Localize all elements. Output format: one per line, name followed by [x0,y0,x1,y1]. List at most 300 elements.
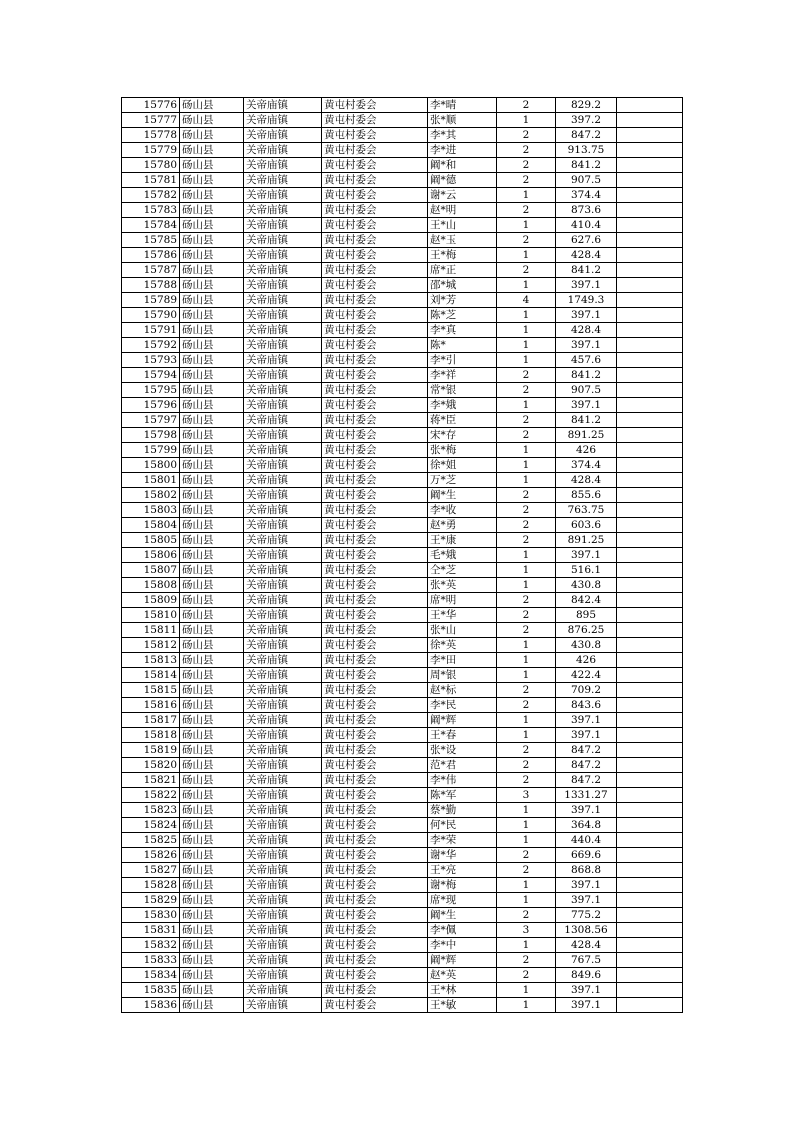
table-row [122,848,683,863]
town-cell: 关帝庙镇 [244,893,322,908]
table-row [122,623,683,638]
name-cell: 李*祥 [428,368,497,383]
county-cell: 砀山县 [180,368,244,383]
household-count-cell: 1 [497,728,556,743]
county-cell: 砀山县 [180,173,244,188]
table-row [122,428,683,443]
town-cell: 关帝庙镇 [244,533,322,548]
county-cell: 砀山县 [180,398,244,413]
name-cell: 张*英 [428,578,497,593]
county-cell: 砀山县 [180,938,244,953]
name-cell: 谢*华 [428,848,497,863]
name-cell: 李*晴 [428,98,497,113]
name-cell: 徐*姐 [428,458,497,473]
table-row [122,638,683,653]
table-row [122,263,683,278]
amount-cell: 847.2 [556,128,617,143]
table-row [122,113,683,128]
county-cell: 砀山县 [180,848,244,863]
table-row [122,353,683,368]
county-cell: 砀山县 [180,968,244,983]
town-cell: 关帝庙镇 [244,623,322,638]
household-count-cell: 1 [497,338,556,353]
note-cell [617,503,683,518]
town-cell: 关帝庙镇 [244,398,322,413]
village-cell: 黄屯村委会 [322,128,428,143]
note-cell [617,773,683,788]
row-number: 15829 [122,893,180,908]
amount-cell: 374.4 [556,188,617,203]
town-cell: 关帝庙镇 [244,968,322,983]
town-cell: 关帝庙镇 [244,563,322,578]
village-cell: 黄屯村委会 [322,833,428,848]
amount-cell: 847.2 [556,773,617,788]
row-number: 15812 [122,638,180,653]
table-row [122,758,683,773]
row-number: 15792 [122,338,180,353]
name-cell: 张*梅 [428,443,497,458]
village-cell: 黄屯村委会 [322,653,428,668]
table-row [122,668,683,683]
row-number: 15779 [122,143,180,158]
amount-cell: 397.1 [556,713,617,728]
name-cell: 万*芝 [428,473,497,488]
village-cell: 黄屯村委会 [322,593,428,608]
county-cell: 砀山县 [180,713,244,728]
amount-cell: 891.25 [556,533,617,548]
county-cell: 砀山县 [180,593,244,608]
town-cell: 关帝庙镇 [244,428,322,443]
household-count-cell: 2 [497,518,556,533]
amount-cell: 891.25 [556,428,617,443]
row-number: 15835 [122,983,180,998]
county-cell: 砀山县 [180,413,244,428]
village-cell: 黄屯村委会 [322,323,428,338]
amount-cell: 428.4 [556,473,617,488]
household-count-cell: 2 [497,203,556,218]
name-cell: 仝*芝 [428,563,497,578]
note-cell [617,173,683,188]
table-row [122,473,683,488]
county-cell: 砀山县 [180,698,244,713]
name-cell: 赵*勇 [428,518,497,533]
amount-cell: 397.1 [556,893,617,908]
amount-cell: 873.6 [556,203,617,218]
village-cell: 黄屯村委会 [322,863,428,878]
note-cell [617,743,683,758]
table-row [122,998,683,1013]
household-count-cell: 1 [497,353,556,368]
town-cell: 关帝庙镇 [244,653,322,668]
county-cell: 砀山县 [180,803,244,818]
table-row [122,158,683,173]
household-count-cell: 1 [497,398,556,413]
amount-cell: 428.4 [556,248,617,263]
row-number: 15804 [122,518,180,533]
village-cell: 黄屯村委会 [322,788,428,803]
note-cell [617,728,683,743]
county-cell: 砀山县 [180,563,244,578]
amount-cell: 516.1 [556,563,617,578]
county-cell: 砀山县 [180,353,244,368]
county-cell: 砀山县 [180,683,244,698]
amount-cell: 440.4 [556,833,617,848]
note-cell [617,533,683,548]
note-cell [617,788,683,803]
table-row [122,488,683,503]
note-cell [617,278,683,293]
household-count-cell: 1 [497,713,556,728]
county-cell: 砀山县 [180,533,244,548]
name-cell: 席*明 [428,593,497,608]
name-cell: 周*银 [428,668,497,683]
note-cell [617,698,683,713]
town-cell: 关帝庙镇 [244,233,322,248]
table-row [122,983,683,998]
household-count-cell: 2 [497,158,556,173]
household-count-cell: 2 [497,698,556,713]
table-row [122,878,683,893]
name-cell: 王*林 [428,983,497,998]
table-row [122,728,683,743]
village-cell: 黄屯村委会 [322,908,428,923]
county-cell: 砀山县 [180,443,244,458]
note-cell [617,878,683,893]
row-number: 15832 [122,938,180,953]
amount-cell: 397.1 [556,278,617,293]
amount-cell: 397.1 [556,548,617,563]
name-cell: 范*君 [428,758,497,773]
town-cell: 关帝庙镇 [244,548,322,563]
amount-cell: 1749.3 [556,293,617,308]
household-count-cell: 1 [497,893,556,908]
row-number: 15820 [122,758,180,773]
town-cell: 关帝庙镇 [244,173,322,188]
row-number: 15791 [122,323,180,338]
name-cell: 阚*辉 [428,953,497,968]
village-cell: 黄屯村委会 [322,773,428,788]
note-cell [617,293,683,308]
name-cell: 席*正 [428,263,497,278]
county-cell: 砀山县 [180,158,244,173]
household-count-cell: 1 [497,188,556,203]
village-cell: 黄屯村委会 [322,893,428,908]
county-cell: 砀山县 [180,248,244,263]
row-number: 15781 [122,173,180,188]
table-row [122,968,683,983]
village-cell: 黄屯村委会 [322,923,428,938]
county-cell: 砀山县 [180,623,244,638]
table-row [122,398,683,413]
household-count-cell: 1 [497,308,556,323]
amount-cell: 775.2 [556,908,617,923]
note-cell [617,578,683,593]
table-row [122,338,683,353]
village-cell: 黄屯村委会 [322,983,428,998]
county-cell: 砀山县 [180,548,244,563]
name-cell: 徐*英 [428,638,497,653]
town-cell: 关帝庙镇 [244,698,322,713]
village-cell: 黄屯村委会 [322,248,428,263]
county-cell: 砀山县 [180,518,244,533]
name-cell: 张*顺 [428,113,497,128]
household-count-cell: 1 [497,578,556,593]
county-cell: 砀山县 [180,983,244,998]
county-cell: 砀山县 [180,488,244,503]
row-number: 15783 [122,203,180,218]
name-cell: 刘*芳 [428,293,497,308]
county-cell: 砀山县 [180,233,244,248]
village-cell: 黄屯村委会 [322,293,428,308]
name-cell: 李*佩 [428,923,497,938]
table-row [122,818,683,833]
household-count-cell: 1 [497,833,556,848]
county-cell: 砀山县 [180,308,244,323]
county-cell: 砀山县 [180,863,244,878]
row-number: 15828 [122,878,180,893]
name-cell: 张*山 [428,623,497,638]
note-cell [617,98,683,113]
name-cell: 赵*英 [428,968,497,983]
household-count-cell: 2 [497,773,556,788]
note-cell [617,563,683,578]
town-cell: 关帝庙镇 [244,608,322,623]
household-count-cell: 2 [497,683,556,698]
county-cell: 砀山县 [180,638,244,653]
note-cell [617,968,683,983]
note-cell [617,623,683,638]
county-cell: 砀山县 [180,503,244,518]
table-row [122,578,683,593]
household-count-cell: 2 [497,968,556,983]
name-cell: 赵*明 [428,203,497,218]
town-cell: 关帝庙镇 [244,863,322,878]
village-cell: 黄屯村委会 [322,608,428,623]
row-number: 15808 [122,578,180,593]
amount-cell: 397.1 [556,983,617,998]
row-number: 15818 [122,728,180,743]
amount-cell: 397.1 [556,998,617,1013]
county-cell: 砀山县 [180,653,244,668]
table-row [122,713,683,728]
name-cell: 李*进 [428,143,497,158]
note-cell [617,998,683,1013]
town-cell: 关帝庙镇 [244,668,322,683]
amount-cell: 1308.56 [556,923,617,938]
household-count-cell: 2 [497,368,556,383]
county-cell: 砀山县 [180,383,244,398]
row-number: 15810 [122,608,180,623]
name-cell: 蔡*勤 [428,803,497,818]
amount-cell: 428.4 [556,323,617,338]
amount-cell: 1331.27 [556,788,617,803]
table-row [122,98,683,113]
name-cell: 邵*城 [428,278,497,293]
note-cell [617,983,683,998]
county-cell: 砀山县 [180,338,244,353]
village-cell: 黄屯村委会 [322,488,428,503]
note-cell [617,548,683,563]
row-number: 15777 [122,113,180,128]
name-cell: 阚*辉 [428,713,497,728]
town-cell: 关帝庙镇 [244,263,322,278]
town-cell: 关帝庙镇 [244,638,322,653]
household-count-cell: 1 [497,653,556,668]
amount-cell: 855.6 [556,488,617,503]
name-cell: 王*春 [428,728,497,743]
town-cell: 关帝庙镇 [244,143,322,158]
name-cell: 常*银 [428,383,497,398]
name-cell: 陈* [428,338,497,353]
village-cell: 黄屯村委会 [322,218,428,233]
row-number: 15823 [122,803,180,818]
note-cell [617,518,683,533]
amount-cell: 428.4 [556,938,617,953]
note-cell [617,713,683,728]
household-count-cell: 2 [497,743,556,758]
name-cell: 张*设 [428,743,497,758]
village-cell: 黄屯村委会 [322,638,428,653]
county-cell: 砀山县 [180,818,244,833]
amount-cell: 849.6 [556,968,617,983]
note-cell [617,458,683,473]
amount-cell: 426 [556,443,617,458]
table-row [122,368,683,383]
name-cell: 李*引 [428,353,497,368]
table-row [122,518,683,533]
table-row [122,698,683,713]
name-cell: 谢*梅 [428,878,497,893]
village-cell: 黄屯村委会 [322,818,428,833]
amount-cell: 457.6 [556,353,617,368]
row-number: 15824 [122,818,180,833]
note-cell [617,833,683,848]
household-count-cell: 2 [497,428,556,443]
household-count-cell: 1 [497,638,556,653]
table-row [122,233,683,248]
row-number: 15793 [122,353,180,368]
name-cell: 阚*生 [428,908,497,923]
town-cell: 关帝庙镇 [244,923,322,938]
table-row [122,533,683,548]
note-cell [617,803,683,818]
county-cell: 砀山县 [180,473,244,488]
row-number: 15819 [122,743,180,758]
household-count-cell: 1 [497,878,556,893]
town-cell: 关帝庙镇 [244,188,322,203]
town-cell: 关帝庙镇 [244,413,322,428]
note-cell [617,683,683,698]
household-count-cell: 1 [497,473,556,488]
county-cell: 砀山县 [180,323,244,338]
town-cell: 关帝庙镇 [244,278,322,293]
table-row [122,908,683,923]
county-cell: 砀山县 [180,833,244,848]
household-count-cell: 1 [497,113,556,128]
table-row [122,293,683,308]
name-cell: 李*收 [428,503,497,518]
village-cell: 黄屯村委会 [322,398,428,413]
name-cell: 席*现 [428,893,497,908]
row-number: 15836 [122,998,180,1013]
name-cell: 毛*娥 [428,548,497,563]
county-cell: 砀山县 [180,998,244,1013]
county-cell: 砀山县 [180,893,244,908]
household-count-cell: 2 [497,143,556,158]
county-cell: 砀山县 [180,953,244,968]
amount-cell: 397.2 [556,113,617,128]
town-cell: 关帝庙镇 [244,578,322,593]
note-cell [617,818,683,833]
town-cell: 关帝庙镇 [244,833,322,848]
name-cell: 何*民 [428,818,497,833]
table-row [122,443,683,458]
town-cell: 关帝庙镇 [244,818,322,833]
row-number: 15788 [122,278,180,293]
town-cell: 关帝庙镇 [244,368,322,383]
row-number: 15797 [122,413,180,428]
row-number: 15796 [122,398,180,413]
village-cell: 黄屯村委会 [322,203,428,218]
row-number: 15826 [122,848,180,863]
household-count-cell: 2 [497,953,556,968]
row-number: 15813 [122,653,180,668]
village-cell: 黄屯村委会 [322,878,428,893]
row-number: 15798 [122,428,180,443]
amount-cell: 397.1 [556,308,617,323]
amount-cell: 913.75 [556,143,617,158]
amount-cell: 767.5 [556,953,617,968]
town-cell: 关帝庙镇 [244,743,322,758]
household-count-cell: 1 [497,563,556,578]
row-number: 15794 [122,368,180,383]
row-number: 15814 [122,668,180,683]
table-row [122,773,683,788]
town-cell: 关帝庙镇 [244,848,322,863]
village-cell: 黄屯村委会 [322,263,428,278]
row-number: 15816 [122,698,180,713]
table-row [122,743,683,758]
amount-cell: 397.1 [556,338,617,353]
name-cell: 赵*标 [428,683,497,698]
county-cell: 砀山县 [180,188,244,203]
row-number: 15811 [122,623,180,638]
town-cell: 关帝庙镇 [244,503,322,518]
row-number: 15833 [122,953,180,968]
table-row [122,173,683,188]
amount-cell: 397.1 [556,728,617,743]
town-cell: 关帝庙镇 [244,593,322,608]
town-cell: 关帝庙镇 [244,353,322,368]
county-cell: 砀山县 [180,878,244,893]
amount-cell: 843.6 [556,698,617,713]
row-number: 15786 [122,248,180,263]
household-count-cell: 1 [497,983,556,998]
county-cell: 砀山县 [180,113,244,128]
household-count-cell: 1 [497,248,556,263]
table-row [122,413,683,428]
household-count-cell: 1 [497,278,556,293]
town-cell: 关帝庙镇 [244,908,322,923]
household-count-cell: 2 [497,488,556,503]
household-count-cell: 1 [497,803,556,818]
county-cell: 砀山县 [180,758,244,773]
row-number: 15778 [122,128,180,143]
household-count-cell: 1 [497,818,556,833]
name-cell: 陈*军 [428,788,497,803]
town-cell: 关帝庙镇 [244,218,322,233]
village-cell: 黄屯村委会 [322,578,428,593]
